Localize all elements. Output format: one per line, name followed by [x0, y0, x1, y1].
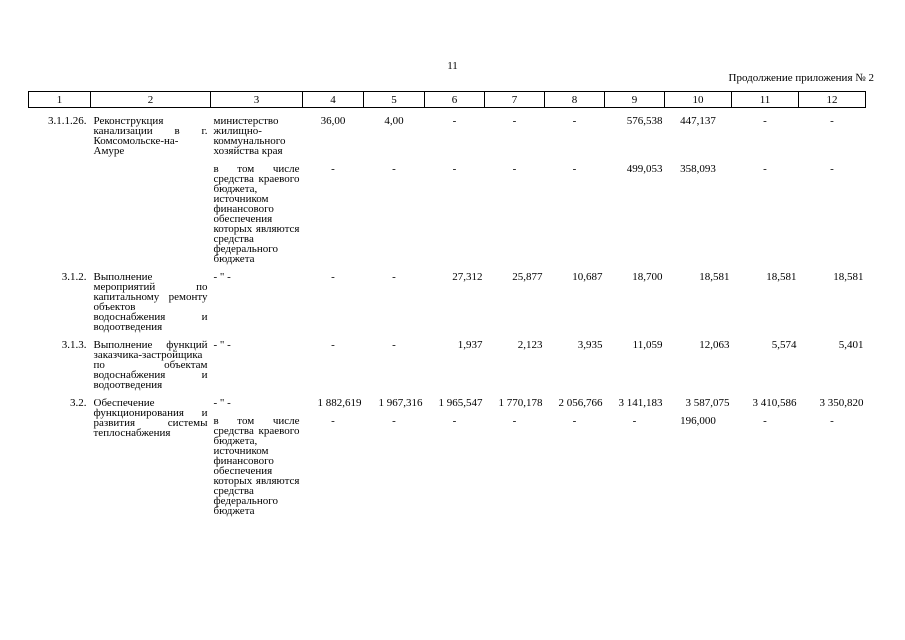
row-name — [91, 164, 211, 264]
value-col-5: - — [392, 415, 396, 427]
row-code: 3.1.3. — [61, 339, 87, 351]
value-col-12: 18,581 — [833, 271, 864, 283]
value-col-7: - — [512, 163, 517, 175]
value-col-12: - — [830, 115, 834, 127]
value-col-4: - — [331, 163, 335, 175]
value-col-9: 499,053 — [626, 163, 663, 175]
value-col-10: 18,581 — [699, 271, 730, 283]
row-source: - " - — [213, 271, 231, 283]
row-source: - " - — [213, 397, 231, 409]
value-col-10: 447,137 — [680, 115, 716, 127]
row-name: Выполнение мероприятий по капитальному ремонту объектов водоснабжения и водоотведения — [93, 271, 208, 333]
value-col-12: 5,401 — [838, 339, 864, 351]
table-row — [29, 116, 866, 156]
row-source: в том числе средства краевого бюджета, источником финансового обеспечения которых являются средства федерального бюджета — [213, 415, 300, 517]
row-name: Обеспечение функционирования и развития системы теплоснабжения — [93, 397, 208, 439]
header-col-9: 9 — [605, 92, 665, 108]
row-code — [29, 164, 91, 264]
value-col-9: - — [632, 415, 637, 427]
header-col-1: 1 — [29, 92, 91, 108]
value-col-8: 3,935 — [577, 339, 603, 351]
value-col-5: 4,00 — [384, 115, 404, 127]
value-col-7: 2,123 — [517, 339, 543, 351]
page-number: 11 — [447, 60, 458, 72]
table-row — [29, 340, 866, 390]
header-col-2: 2 — [91, 92, 211, 108]
value-col-5: - — [392, 271, 396, 283]
value-col-6: 27,312 — [452, 271, 483, 283]
row-code: 3.1.1.26. — [48, 115, 87, 127]
value-col-6: - — [452, 415, 457, 427]
value-col-4: - — [331, 339, 335, 351]
value-col-7: 25,877 — [512, 271, 543, 283]
header-col-4: 4 — [303, 92, 364, 108]
value-col-6: 1,937 — [457, 339, 483, 351]
value-col-6: - — [452, 163, 457, 175]
value-col-4: - — [331, 271, 335, 283]
value-col-11: 3 410,586 — [752, 397, 797, 409]
budget-table — [28, 91, 866, 516]
value-col-10: 196,000 — [680, 415, 716, 427]
value-col-12: - — [830, 163, 834, 175]
value-col-9: 11,059 — [632, 339, 663, 351]
header-col-11: 11 — [732, 92, 799, 108]
value-col-6: - — [452, 115, 457, 127]
header-col-12: 12 — [799, 92, 866, 108]
header-col-6: 6 — [425, 92, 485, 108]
value-col-9: 3 141,183 — [618, 397, 663, 409]
value-col-9: 18,700 — [632, 271, 663, 283]
value-col-11: 5,574 — [771, 339, 797, 351]
value-col-10: 12,063 — [699, 339, 730, 351]
header-col-5: 5 — [364, 92, 425, 108]
header-col-3: 3 — [211, 92, 303, 108]
value-col-4: 36,00 — [320, 115, 346, 127]
row-code: 3.2. — [70, 397, 87, 409]
row-code — [29, 408, 91, 516]
table-header-row — [29, 92, 866, 108]
value-col-7: - — [512, 415, 517, 427]
row-source: в том числе средства краевого бюджета, источником финансового обеспечения которых являются средства федерального бюджета — [213, 163, 300, 265]
header-col-7: 7 — [485, 92, 545, 108]
value-col-8: 2 056,766 — [558, 397, 603, 409]
value-col-12: 3 350,820 — [819, 397, 864, 409]
value-col-9: 576,538 — [626, 115, 663, 127]
value-col-11: 18,581 — [766, 271, 797, 283]
value-col-8: - — [572, 163, 577, 175]
value-col-6: 1 965,547 — [438, 397, 483, 409]
table-row — [29, 272, 866, 332]
value-col-4: - — [331, 415, 335, 427]
value-col-10: 3 587,075 — [685, 397, 730, 409]
value-col-8: - — [572, 115, 577, 127]
row-source: министерство жилищно-коммунального хозяйства края — [213, 115, 286, 157]
row-name: Реконструкция канализации в г. Комсомольске-на-Амуре — [93, 115, 208, 157]
table-row — [29, 398, 866, 408]
value-col-7: - — [512, 115, 517, 127]
row-source: - " - — [213, 339, 231, 351]
value-col-5: - — [392, 339, 396, 351]
appendix-continuation-label: Продолжение приложения № 2 — [728, 72, 874, 84]
value-col-5: - — [392, 163, 396, 175]
header-col-8: 8 — [545, 92, 605, 108]
value-col-5: 1 967,316 — [378, 397, 423, 409]
value-col-7: 1 770,178 — [498, 397, 543, 409]
header-col-10: 10 — [665, 92, 732, 108]
value-col-4: 1 882,619 — [317, 397, 362, 409]
value-col-10: 358,093 — [680, 163, 716, 175]
value-col-8: - — [572, 415, 577, 427]
value-col-11: - — [763, 415, 767, 427]
value-col-8: 10,687 — [572, 271, 603, 283]
value-col-12: - — [830, 415, 834, 427]
table-row — [29, 164, 866, 264]
value-col-11: - — [763, 115, 767, 127]
row-name: Выполнение функций заказчика-застройщика по объектам водоснабжения и водоотведения — [93, 339, 208, 391]
value-col-11: - — [763, 163, 767, 175]
row-code: 3.1.2. — [61, 271, 87, 283]
